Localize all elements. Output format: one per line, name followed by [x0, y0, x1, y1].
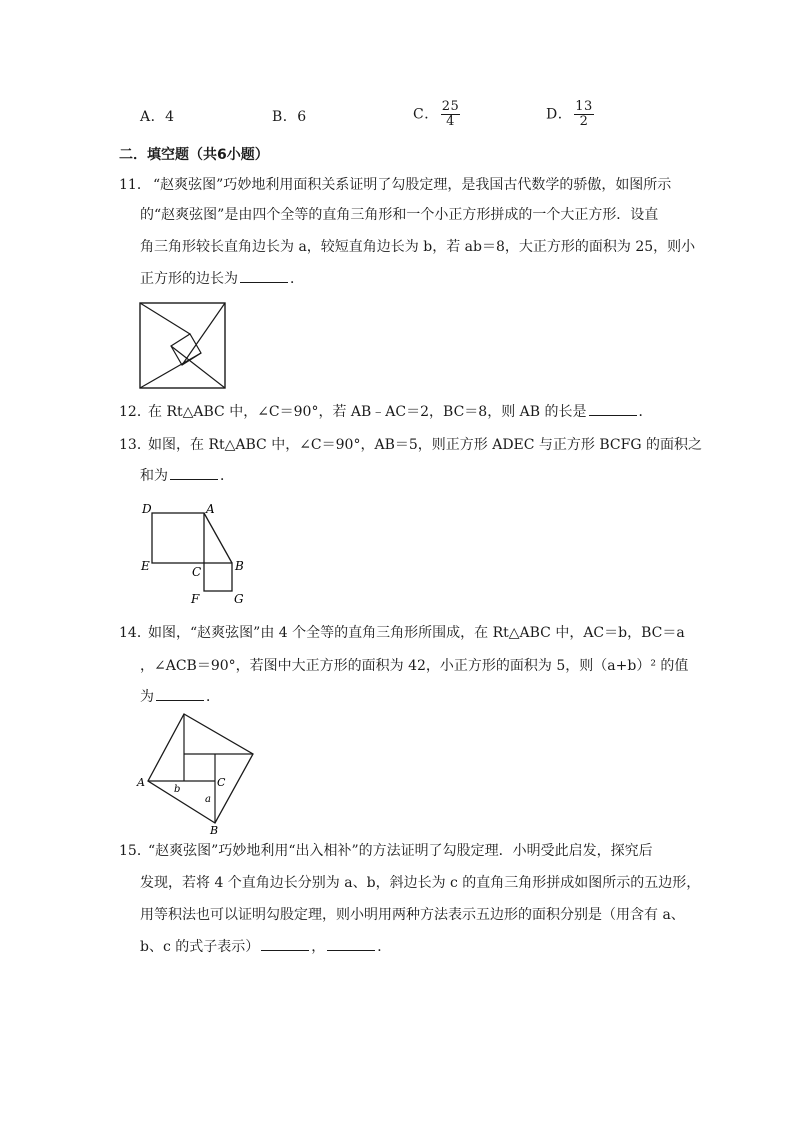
figure-14-zhao-shuang-diagram — [134, 710, 269, 836]
question-15-line-1: “赵爽弦图”巧妙地利用“出入相补”的方法证明了勾股定理．小明受此启发，探究后 — [148, 843, 653, 859]
answer-blank-15a[interactable] — [261, 936, 309, 951]
option-c-fraction — [441, 100, 461, 129]
fig14-label-a-small: a — [205, 794, 211, 805]
option-a: A．4 — [140, 109, 175, 125]
answer-blank-13[interactable] — [170, 465, 218, 480]
question-11-line-3: 角三角形较长直角边长为 a，较短直角边长为 b，若 ab＝8，大正方形的面积为 25，则小 — [140, 239, 696, 255]
option-d-numerator: 13 — [575, 99, 593, 114]
option-c-numerator: 25 — [441, 99, 460, 114]
fig13-label-d: D — [142, 502, 152, 516]
question-14-number: 14． — [119, 625, 151, 641]
question-14-tail: ． — [206, 689, 220, 705]
question-15-line-3: 用等积法也可以证明勾股定理，则小明用两种方法表示五边形的面积分别是（用含有 a、 — [140, 907, 685, 923]
question-15-line-2: 发现，若将 4 个直角边长分别为 a、b，斜边长为 c 的直角三角形拼成如图所示的五边形， — [140, 875, 701, 891]
answer-blank-14[interactable] — [156, 686, 204, 701]
option-c — [413, 100, 460, 129]
question-11-tail: ． — [290, 271, 304, 287]
section-title: 二．填空题（共6小题） — [119, 147, 269, 163]
question-11-line-2: 的“赵爽弦图”是由四个全等的直角三角形和一个小正方形拼成的一个大正方形．设直 — [140, 207, 659, 223]
fig11-line-2 — [182, 303, 225, 365]
question-11-line-4 — [140, 267, 304, 291]
question-11-number: 11． — [119, 177, 151, 193]
fig14-label-b-small: b — [174, 784, 181, 795]
question-14-line-3-text: 为 — [140, 689, 154, 705]
fig14-label-b: B — [210, 824, 219, 836]
figure-11-zhao-shuang-diagram — [138, 301, 228, 391]
option-d — [546, 100, 594, 129]
fig13-label-a: A — [206, 502, 215, 516]
question-14-line-2: ，∠ACB＝90°，若图中大正方形的面积为 42，小正方形的面积为 5，则（a+b）² 的值 — [140, 658, 689, 674]
answer-blank-11[interactable] — [240, 268, 288, 283]
fig11-outer-square — [140, 303, 225, 388]
question-15-tail: ． — [377, 939, 392, 955]
fig14-outer-square — [148, 714, 253, 823]
option-d-denominator: 2 — [579, 114, 589, 129]
fig11-line-3 — [171, 346, 225, 388]
fig13-hypotenuse-ab — [204, 513, 232, 563]
question-14-line-3 — [140, 685, 220, 709]
answer-blank-12[interactable] — [589, 401, 637, 416]
option-c-label: C． — [413, 106, 439, 123]
question-11-line-4-text: 正方形的边长为 — [140, 271, 238, 287]
option-d-label: D． — [546, 106, 573, 123]
fig11-line-1 — [140, 303, 190, 334]
question-13-number: 13． — [119, 437, 151, 453]
fig13-label-f: F — [191, 592, 200, 606]
figure-13-squares — [138, 500, 258, 610]
question-12-number: 12． — [119, 404, 151, 420]
fig14-label-a: A — [137, 776, 145, 789]
question-13-line-2-text: 和为 — [140, 468, 168, 484]
fig13-square-adec — [152, 513, 204, 563]
question-15-line-4-text: b、c 的式子表示） — [140, 939, 260, 955]
fig13-label-c: C — [192, 565, 202, 579]
option-d-fraction — [574, 100, 594, 129]
fig13-square-bcfg — [204, 563, 232, 591]
question-12-tail: ． — [638, 404, 653, 420]
question-11-line-1: “赵爽弦图”巧妙地利用面积关系证明了勾股定理，是我国古代数学的骄傲，如图所示 — [153, 177, 672, 193]
fig11-line-4 — [140, 353, 201, 388]
question-13-tail: ． — [220, 468, 234, 484]
question-13-line-2 — [140, 464, 234, 488]
question-15-separator: ， — [311, 939, 326, 955]
fig13-label-e: E — [141, 559, 150, 573]
question-14-line-1: 如图，“赵爽弦图”由 4 个全等的直角三角形所围成，在 Rt△ABC 中，AC＝b，BC＝a — [148, 625, 685, 641]
fig13-label-g: G — [234, 592, 244, 606]
fig13-label-b: B — [235, 559, 244, 573]
question-15-line-4 — [140, 935, 391, 959]
question-12-line-1 — [148, 400, 653, 424]
option-b: B．6 — [272, 109, 307, 125]
answer-blank-15b[interactable] — [327, 936, 375, 951]
question-12-line-1-text: 在 Rt△ABC 中，∠C＝90°，若 AB﹣AC＝2，BC＝8，则 AB 的长是 — [148, 404, 587, 420]
fig14-label-c: C — [217, 776, 226, 789]
question-15-number: 15． — [119, 843, 151, 859]
option-c-denominator: 4 — [446, 114, 455, 129]
question-13-line-1: 如图，在 Rt△ABC 中，∠C＝90°，AB＝5，则正方形 ADEC 与正方形 BCFG 的面积之 — [148, 437, 702, 453]
